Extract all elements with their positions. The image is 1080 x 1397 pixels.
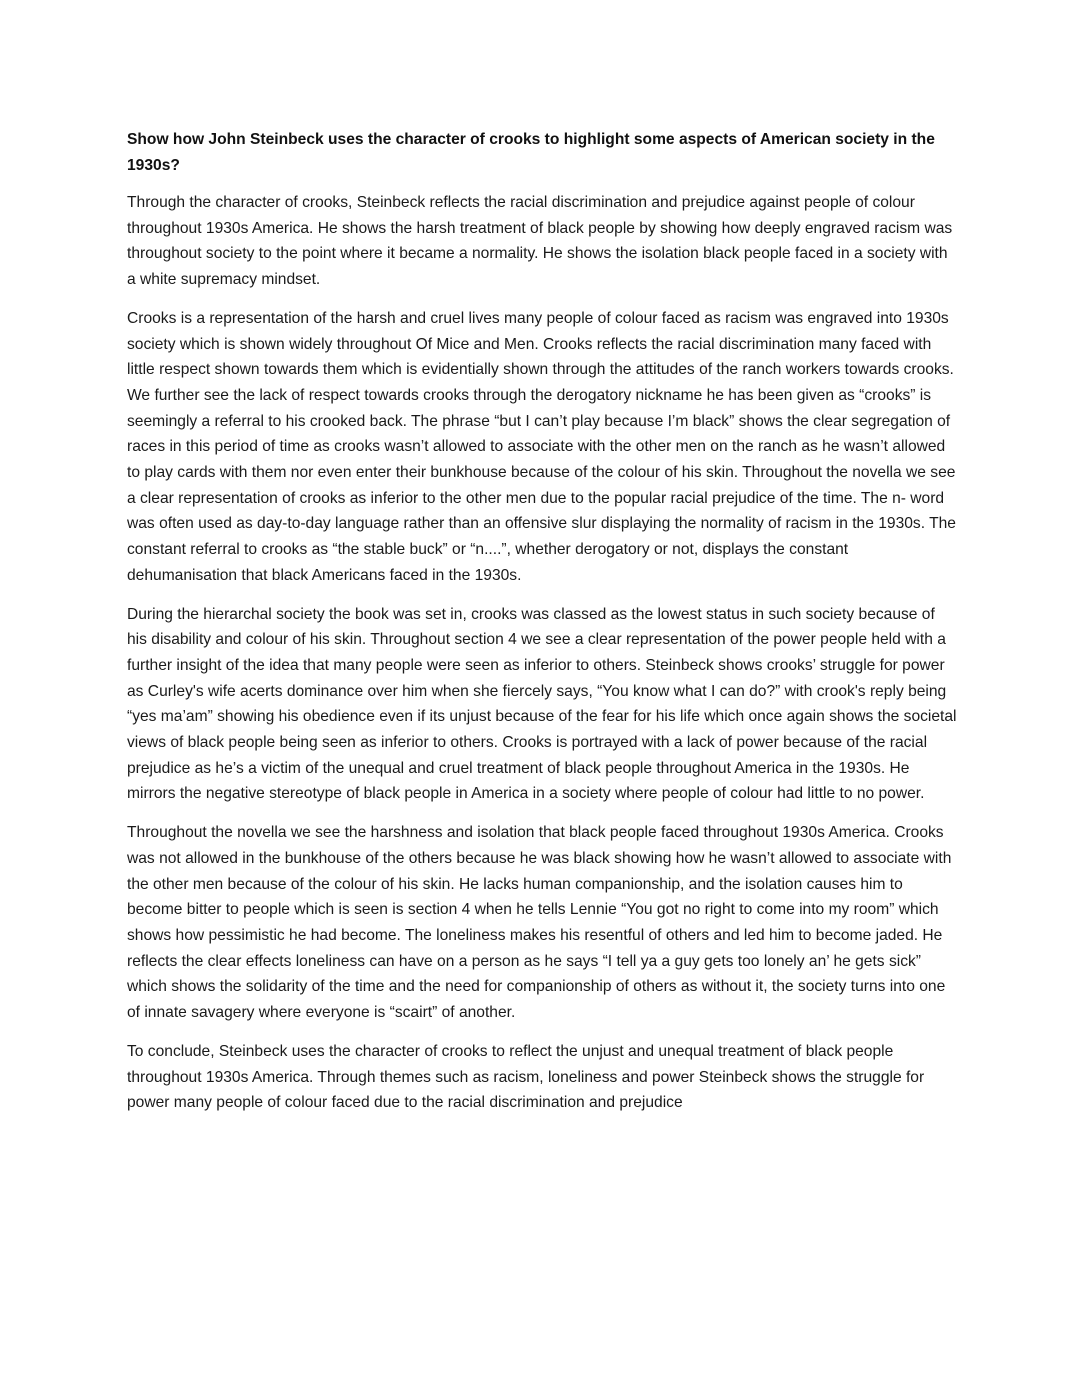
paragraph-racism: Crooks is a representation of the harsh and cruel lives many people of colour faced as racism was engraved into 1930s society which is shown widely throughout Of Mice and Men. Crooks reflects the racial discrimination many faced with little respect shown towards them which is evidentially shown through the attitudes of the ranch workers towards crooks. We further see the lack of respect towards crooks through the derogatory nickname he has been given as “crooks” is seemingly a referral to his crooked back. The phrase “but I can’t play because I’m black” shows the clear segregation of races in this period of time as crooks wasn’t allowed to associate with the other men on the ranch as he wasn’t allowed to play cards with them nor even enter their bunkhouse because of the colour of his skin. Throughout the novella we see a clear representation of crooks as inferior to the other men due to the popular racial prejudice of the time. The n- word was often used as day-to-day language rather than an offensive slur displaying the normality of racism in the 1930s. The constant referral to crooks as “the stable buck” or “n....”, whether derogatory or not, displays the constant dehumanisation that black Americans faced in the 1930s. [127, 309, 956, 584]
essay-title: Show how John Steinbeck uses the character of crooks to highlight some aspects of American society in the 1930s? [127, 131, 935, 174]
paragraph-introduction: Through the character of crooks, Steinbeck reflects the racial discrimination and prejudice against people of colour throughout 1930s America. He shows the harsh treatment of black people by showing how deeply engraved racism was throughout society to the point where it became a normality. He shows the isolation black people faced in a society with a white supremacy mindset. [127, 194, 953, 289]
paragraph-isolation: Throughout the novella we see the harshness and isolation that black people faced throughout 1930s America. Crooks was not allowed in the bunkhouse of the others because he was black showing how he wasn’t allowed to associate with the other men because of the colour of his skin. He lacks human companionship, and the isolation causes him to become bitter to people which is seen is section 4 when he tells Lennie “You got no right to come into my room” which shows how pessimistic he had become. The loneliness makes his resentful of others and led him to become jaded. He reflects the clear effects loneliness can have on a person as he says “I tell ya a guy gets too lonely an’ he gets sick” which shows the solidarity of the time and the need for companionship of others as without it, the society turns into one of innate savagery where everyone is “scairt” of another. [127, 824, 952, 1022]
paragraph-power: During the hierarchal society the book was set in, crooks was classed as the lowest status in such society because of his disability and colour of his skin. Throughout section 4 we see a clear representation of the power people held with a further insight of the idea that many people were seen as inferior to others. Steinbeck shows crooks’ struggle for power as Curley's wife acerts dominance over him when she fiercely says, “You know what I can do?” with crook's reply being “yes ma’am” showing his obedience even if its unjust because of the fear for his life which once again shows the societal views of black people being seen as inferior to others. Crooks is portrayed with a lack of power because of the racial prejudice as he’s a victim of the unequal and cruel treatment of black people throughout America in the 1930s. He mirrors the negative stereotype of black people in America in a society where people of colour had little to no power. [127, 605, 957, 803]
document-body [127, 127, 957, 1129]
paragraph-conclusion: To conclude, Steinbeck uses the character of crooks to reflect the unjust and unequal treatment of black people throughout 1930s America. Through themes such as racism, loneliness and power Steinbeck shows the struggle for power many people of colour faced due to the racial discrimination and prejudice [127, 1042, 925, 1112]
